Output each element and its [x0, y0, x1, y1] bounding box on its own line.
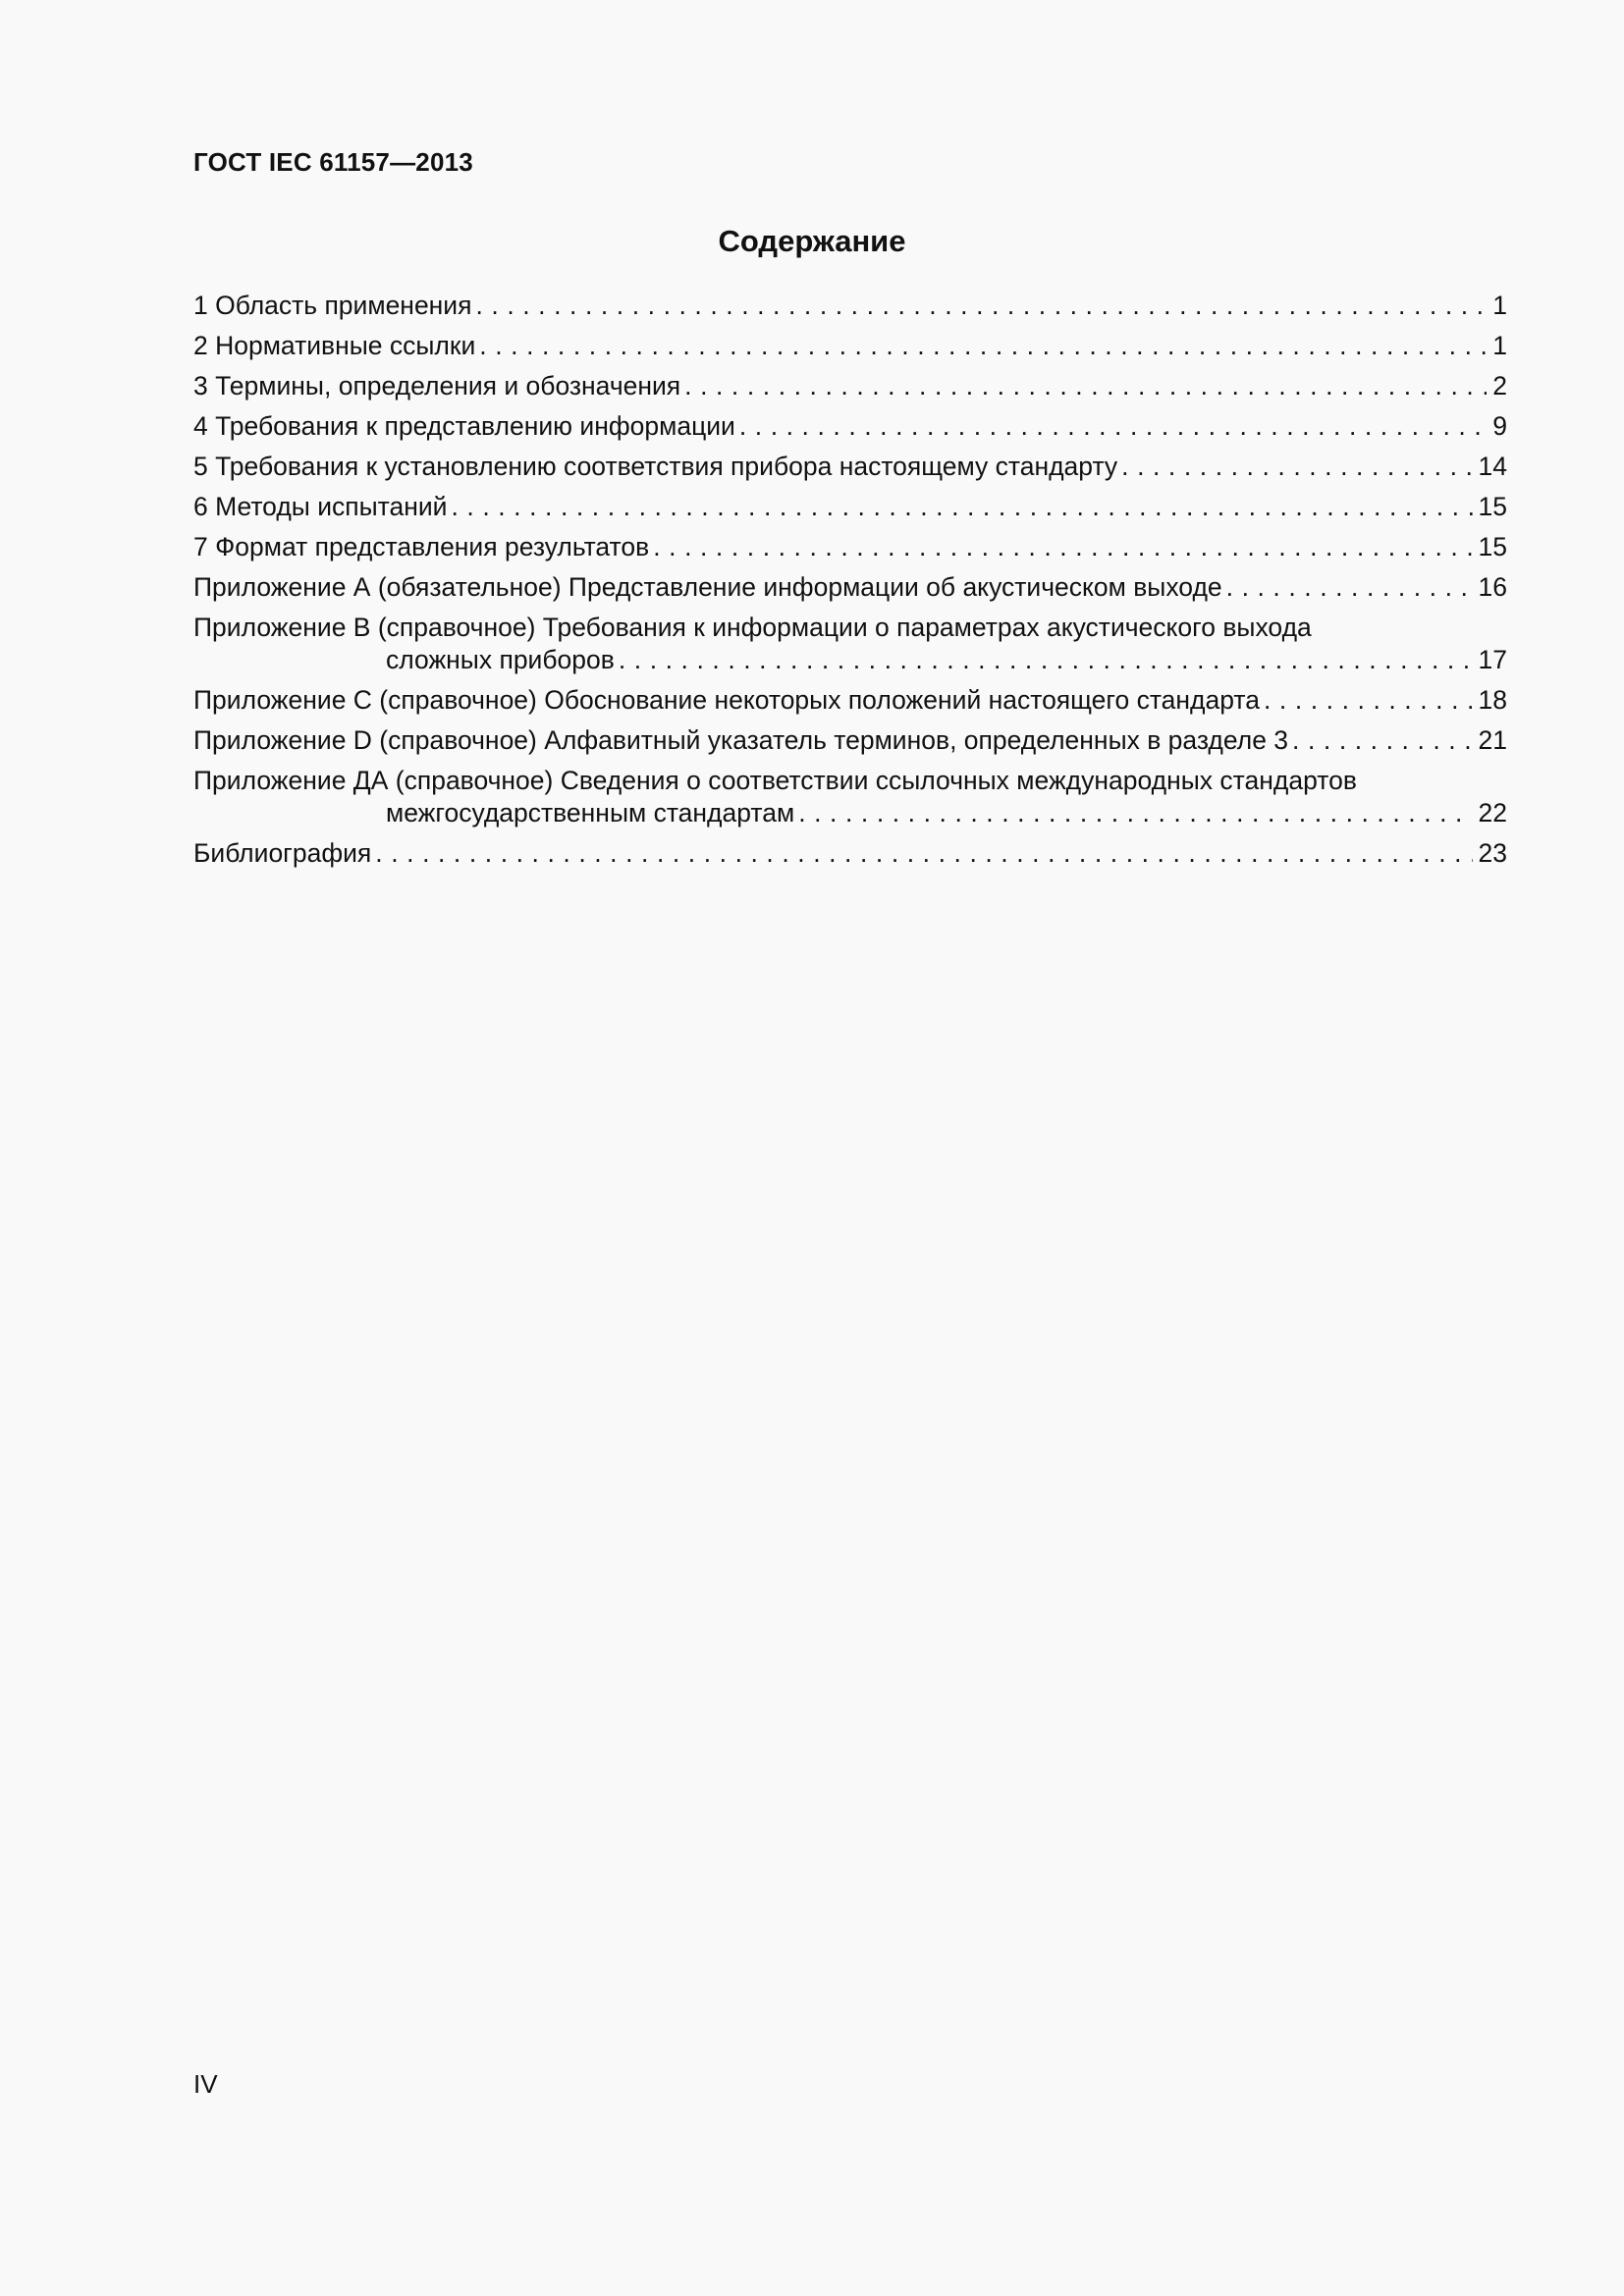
toc-entry-title: Приложение ДА (справочное) Сведения о соответствии ссылочных международных стандартов	[193, 766, 1357, 795]
toc-entry-title: 7 Формат представления результатов	[193, 532, 650, 561]
toc-entry-title: Приложение С (справочное) Обоснование некоторых положений настоящего стандарта	[193, 685, 1260, 715]
toc-leader-dots	[475, 290, 1487, 322]
toc-leader-dots	[684, 370, 1487, 402]
toc-entry[interactable]	[193, 724, 1507, 757]
toc-leader-dots	[653, 531, 1472, 563]
toc-entry-page: 18	[1478, 685, 1507, 715]
toc-entry[interactable]	[193, 837, 1507, 870]
toc-entry-title: 2 Нормативные ссылки	[193, 331, 476, 360]
toc-entry-page: 1	[1492, 291, 1507, 320]
toc-entry-page: 15	[1478, 492, 1507, 521]
toc-entry[interactable]	[193, 451, 1507, 483]
toc-entry[interactable]	[193, 330, 1507, 362]
toc-leader-dots	[1264, 684, 1473, 717]
toc-entry[interactable]	[193, 684, 1507, 717]
toc-entry-title: Приложение А (обязательное) Представление информации об акустическом выходе	[193, 572, 1222, 602]
toc-entry-page: 15	[1478, 532, 1507, 561]
toc-entry[interactable]	[193, 290, 1507, 322]
toc-entry[interactable]	[193, 491, 1507, 523]
toc-leader-dots	[798, 797, 1472, 829]
toc-entry-title: 3 Термины, определения и обозначения	[193, 371, 681, 400]
toc-entry-page: 16	[1478, 572, 1507, 602]
toc-leader-dots	[1292, 724, 1472, 757]
toc-entry-title-continuation: сложных приборов	[386, 645, 615, 674]
toc-entry-page: 17	[1478, 645, 1507, 674]
toc-entry-page: 14	[1478, 452, 1507, 481]
toc-leader-dots	[1226, 571, 1473, 604]
toc-entry-title: 5 Требования к установлению соответствия прибора настоящему стандарту	[193, 452, 1118, 481]
toc-entry[interactable]	[193, 531, 1507, 563]
toc-entry-page: 23	[1478, 838, 1507, 868]
toc-entry-title: 4 Требования к представлению информации	[193, 411, 735, 441]
toc-entry[interactable]	[193, 410, 1507, 443]
toc-entry-title: Приложение D (справочное) Алфавитный указатель терминов, определенных в разделе 3	[193, 725, 1289, 755]
toc-entry-page: 2	[1492, 371, 1507, 400]
toc-entry[interactable]	[193, 571, 1507, 604]
toc-entry[interactable]	[193, 612, 1507, 676]
toc-entry-page: 21	[1478, 725, 1507, 755]
page-number: IV	[193, 2069, 218, 2099]
toc-entry-page: 22	[1478, 798, 1507, 828]
toc-leader-dots	[1121, 451, 1472, 483]
table-of-contents	[193, 290, 1507, 878]
toc-title: Содержание	[718, 224, 906, 258]
document-code-header: ГОСТ IEC 61157—2013	[193, 147, 473, 177]
toc-leader-dots	[375, 837, 1472, 870]
toc-leader-dots	[451, 491, 1472, 523]
toc-entry-title: 6 Методы испытаний	[193, 492, 448, 521]
toc-entry-title-continuation: межгосударственным стандартам	[386, 798, 795, 828]
toc-entry-page: 1	[1492, 331, 1507, 360]
toc-entry-page: 9	[1492, 411, 1507, 441]
toc-entry-title: Приложение В (справочное) Требования к информации о параметрах акустического выхода	[193, 613, 1312, 642]
toc-leader-dots	[619, 644, 1473, 676]
toc-entry-title: 1 Область применения	[193, 291, 472, 320]
toc-leader-dots	[479, 330, 1487, 362]
toc-leader-dots	[739, 410, 1487, 443]
toc-entry-title: Библиография	[193, 838, 372, 868]
toc-entry[interactable]	[193, 370, 1507, 402]
toc-entry[interactable]	[193, 765, 1507, 829]
